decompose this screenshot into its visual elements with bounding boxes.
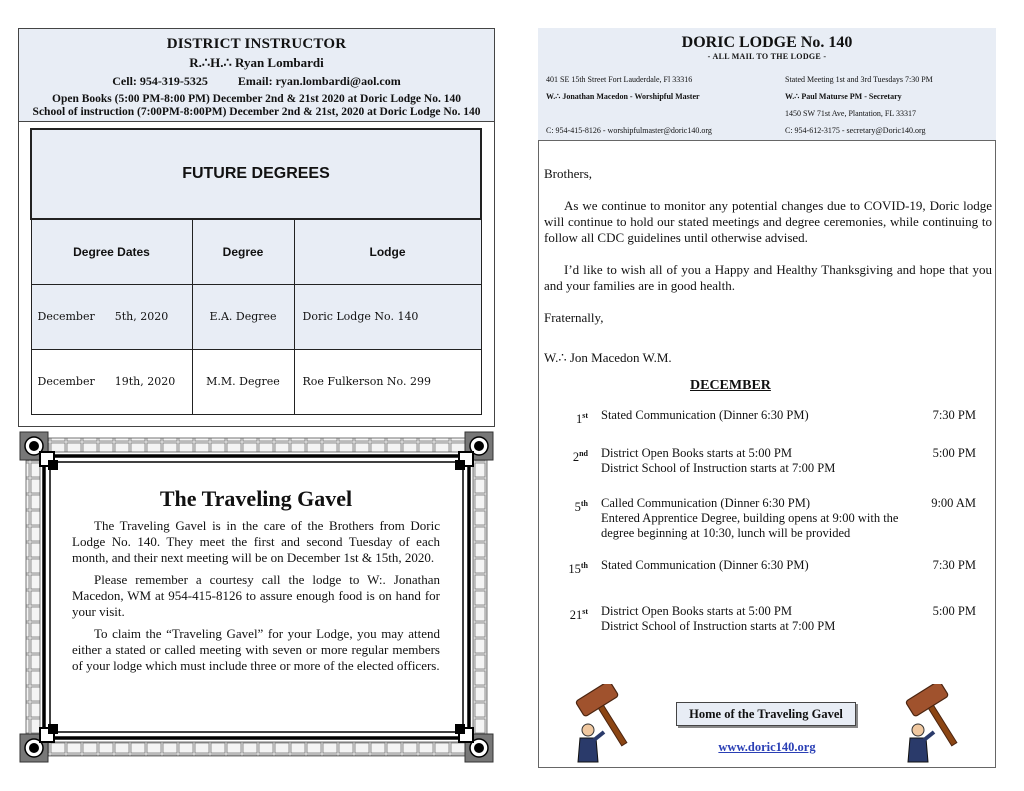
header-lodge: Lodge xyxy=(294,219,481,284)
event-description: Stated Communication (Dinner 6:30 PM) xyxy=(601,558,809,572)
degree-date-cell xyxy=(31,349,192,414)
lodge-info-left xyxy=(546,71,712,139)
gavel-paragraph: The Traveling Gavel is in the care of the Brothers from Doric Lodge No. 140. They meet the first and second Tuesday of each month, and their next meeting will be on December 1st & 15th, 2020. xyxy=(72,518,440,565)
lodge-info-right xyxy=(785,71,933,139)
event-day: 5th xyxy=(574,499,588,514)
calendar-month-title: DECEMBER xyxy=(690,378,771,393)
letter-signature: W.∴ Jon Macedon W.M. xyxy=(544,350,672,365)
event-description: District Open Books starts at 5:00 PM District School of Instruction starts at 7:00 PM xyxy=(601,604,836,633)
gavel-paragraph: To claim the “Traveling Gavel” for your Lodge, you may attend either a stated or called meeting with seven or more regular members of your lodge which must include three or more of the elected officers. xyxy=(72,626,440,673)
home-of-gavel-badge: Home of the Traveling Gavel xyxy=(676,702,856,726)
date-month: December xyxy=(37,310,95,323)
lodge-cell: Doric Lodge No. 140 xyxy=(294,284,481,349)
event-day: 15th xyxy=(568,561,588,576)
traveling-gavel-article xyxy=(72,486,440,680)
gavel-man-icon xyxy=(888,684,960,764)
lodge-address: 401 SE 15th Street Fort Lauderdale, Fl 33316 xyxy=(546,75,693,84)
event-day: 1st xyxy=(575,411,588,426)
table-row xyxy=(31,349,481,414)
event-day: 21st xyxy=(569,607,588,622)
degree-cell: M.M. Degree xyxy=(192,349,294,414)
worshipful-master: W.∴ Jonathan Macedon - Worshipful Master xyxy=(546,92,700,101)
event-day: 2nd xyxy=(572,449,588,464)
school-line: School of instruction (7:00PM-8:00PM) December 2nd & 21st, 2020 at Doric Lodge No. 140 xyxy=(32,106,481,118)
letter-closing: Fraternally, xyxy=(544,310,604,325)
stated-meeting-info: Stated Meeting 1st and 3rd Tuesdays 7:30 PM xyxy=(785,75,933,84)
event-time: 7:30 PM xyxy=(932,408,976,422)
instructor-email: Email: ryan.lombardi@aol.com xyxy=(237,74,401,88)
instructor-cell: Cell: 954-319-5325 xyxy=(112,74,208,88)
date-day: 19th, 2020 xyxy=(114,375,176,388)
gavel-man-icon xyxy=(558,684,630,764)
degree-date-cell xyxy=(31,284,192,349)
event-time: 7:30 PM xyxy=(932,558,976,572)
lodge-letter xyxy=(544,166,992,366)
instructor-name: R.∴H.∴ Ryan Lombardi xyxy=(189,55,324,70)
secretary-address: 1450 SW 71st Ave, Plantation, FL 33317 xyxy=(785,109,916,118)
lodge-header xyxy=(538,28,996,141)
instructor-contact xyxy=(19,74,494,89)
letter-greeting: Brothers, xyxy=(544,166,593,181)
district-title: DISTRICT INSTRUCTOR xyxy=(166,36,347,52)
secretary-contact: C: 954-612-3175 - secretary@Doric140.org xyxy=(785,126,926,135)
gavel-paragraph: Please remember a courtesy call the lodge to W:. Jonathan Macedon, WM at 954-415-8126 to assure enough food is on hand for your visit. xyxy=(72,572,440,619)
event-time: 9:00 AM xyxy=(931,496,976,510)
lodge-cell: Roe Fulkerson No. 299 xyxy=(294,349,481,414)
header-degree: Degree xyxy=(192,219,294,284)
open-books-line: Open Books (5:00 PM-8:00 PM) December 2nd & 21st 2020 at Doric Lodge No. 140 xyxy=(52,93,461,105)
degree-cell: E.A. Degree xyxy=(192,284,294,349)
header-degree-dates: Degree Dates xyxy=(31,219,192,284)
future-degrees-table xyxy=(30,128,482,415)
secretary-name: W.∴ Paul Maturse PM - Secretary xyxy=(785,92,902,101)
date-month: December xyxy=(37,375,95,388)
event-time: 5:00 PM xyxy=(932,446,976,460)
future-degrees-title: FUTURE DEGREES xyxy=(31,129,481,219)
letter-paragraph: I’d like to wish all of you a Happy and Healthy Thanksgiving and hope that you and your families are in good health. xyxy=(544,262,992,293)
master-contact: C: 954-415-8126 - worshipfulmaster@doric140.org xyxy=(546,126,712,135)
event-time: 5:00 PM xyxy=(932,604,976,618)
letter-paragraph: As we continue to monitor any potential changes due to COVID-19, Doric lodge will continue to hold our stated meetings and degree ceremonies, while continuing to follow all CDC guidelines until otherwise advised. xyxy=(544,198,992,245)
lodge-subtitle: - ALL MAIL TO THE LODGE - xyxy=(707,52,827,61)
table-row xyxy=(31,284,481,349)
event-description: Stated Communication (Dinner 6:30 PM) xyxy=(601,408,809,422)
date-day: 5th, 2020 xyxy=(114,310,169,323)
traveling-gavel-title: The Traveling Gavel xyxy=(159,486,353,511)
event-description: Called Communication (Dinner 6:30 PM) Entered Apprentice Degree, building opens at 9:00 with the degree beginning at 10:30, lunch will be provided xyxy=(601,496,899,540)
district-instructor-box xyxy=(18,28,495,122)
event-description: District Open Books starts at 5:00 PM District School of Instruction starts at 7:00 PM xyxy=(601,446,836,475)
lodge-title: DORIC LODGE No. 140 xyxy=(681,34,853,51)
website-link[interactable]: www.doric140.org xyxy=(718,740,816,754)
